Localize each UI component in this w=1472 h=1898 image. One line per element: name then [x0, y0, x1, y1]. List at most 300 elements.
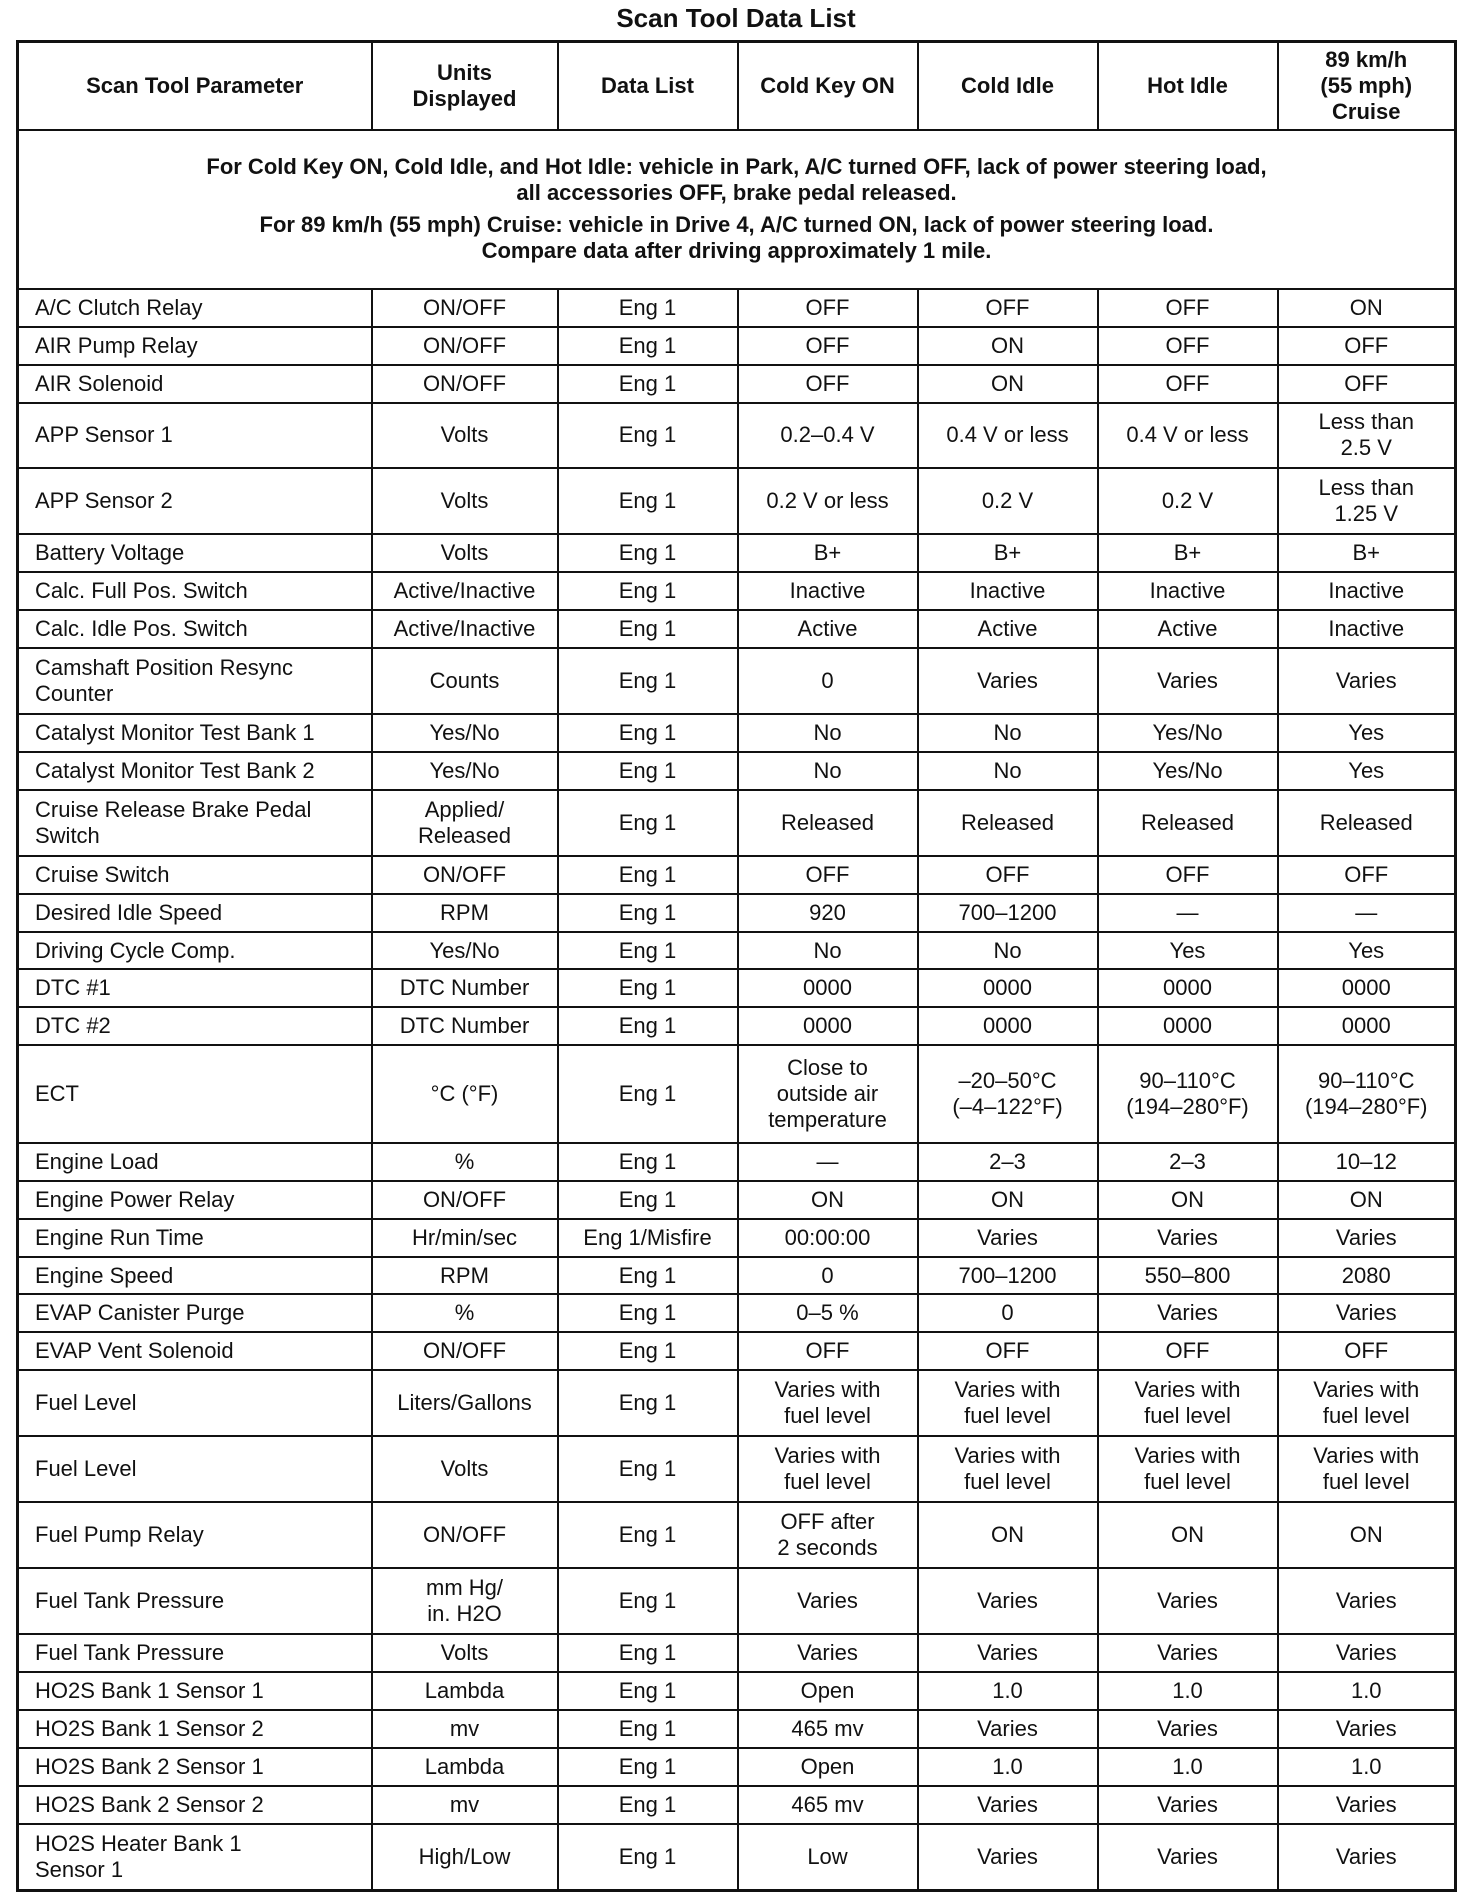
cell-text: Less than [1318, 475, 1414, 501]
cell-units [372, 1143, 558, 1181]
cell-text: Varies with [1134, 1377, 1241, 1403]
cell-units [372, 1219, 558, 1257]
cell-text: Calc. Idle Pos. Switch [35, 616, 248, 642]
cell-cold-key-on [738, 790, 918, 856]
cell-text: Cruise Release Brake Pedal [35, 796, 312, 822]
cell-text: 1.0 [1350, 1677, 1382, 1703]
table-row [18, 1181, 1456, 1219]
cell-text: Yes/No [1152, 757, 1223, 783]
cell-units [372, 648, 558, 714]
cell-text: Eng 1 [618, 422, 677, 448]
cell-text: HO2S Bank 2 Sensor 1 [35, 1753, 264, 1779]
cell-cold-key-on [738, 1786, 918, 1824]
table-row [18, 752, 1456, 790]
cell-cold-idle [918, 1294, 1098, 1332]
cell-cold-idle [918, 1370, 1098, 1436]
cell-text: Inactive [789, 578, 866, 604]
cell-text: Inactive [1328, 578, 1405, 604]
cell-cold-key-on [738, 1748, 918, 1786]
cell-text: HO2S Bank 2 Sensor 2 [35, 1791, 264, 1817]
cell-units [372, 1257, 558, 1295]
cell-cold-key-on [738, 894, 918, 932]
cell-text: Varies [977, 1588, 1038, 1614]
cell-parameter [18, 289, 372, 327]
cell-text: 700–1200 [958, 899, 1057, 925]
cell-text: ON/OFF [422, 861, 507, 887]
cell-cruise [1278, 790, 1456, 856]
cell-text: OFF [985, 861, 1030, 887]
cell-cold-key-on [738, 534, 918, 572]
cell-text: OFF [805, 1338, 850, 1364]
table-row [18, 1748, 1456, 1786]
cell-cold-key-on [738, 1007, 918, 1045]
cell-text: outside air [776, 1081, 879, 1107]
cell-text: OFF [1344, 370, 1389, 396]
table-row [18, 1568, 1456, 1634]
cell-hot-idle [1098, 1143, 1278, 1181]
cell-text: Varies [1157, 1300, 1218, 1326]
cell-data-list [558, 468, 738, 534]
cell-text: Switch [35, 822, 100, 848]
table-row [18, 534, 1456, 572]
cell-cold-idle [918, 610, 1098, 648]
cell-text: Varies [1157, 1640, 1218, 1666]
cell-parameter [18, 932, 372, 970]
cell-text: Catalyst Monitor Test Bank 2 [35, 757, 315, 783]
cell-units [372, 1710, 558, 1748]
cell-text: Eng 1 [618, 1677, 677, 1703]
cell-text: OFF [805, 370, 850, 396]
cell-text: 1.0 [992, 1677, 1023, 1703]
condition-line: For Cold Key ON, Cold Idle, and Hot Idle: vehicle in Park, A/C turned OFF, lack of power steering load, [206, 154, 1267, 180]
cell-cruise [1278, 1143, 1456, 1181]
cell-data-list [558, 1143, 738, 1181]
cell-cruise [1278, 1257, 1456, 1295]
cell-units [372, 1370, 558, 1436]
cell-text: fuel level [964, 1403, 1051, 1429]
cell-text: Liters/Gallons [397, 1390, 532, 1416]
cell-cold-key-on [738, 1502, 918, 1568]
cell-text: 465 mv [791, 1715, 864, 1741]
cell-text: 0000 [1163, 975, 1212, 1001]
cell-parameter [18, 969, 372, 1007]
cell-units [372, 969, 558, 1007]
cell-cold-idle [918, 1045, 1098, 1143]
cell-data-list [558, 1181, 738, 1219]
cell-text: 0.2 V [981, 488, 1034, 514]
cell-cruise [1278, 1568, 1456, 1634]
cell-parameter [18, 327, 372, 365]
cell-text: Lambda [424, 1677, 505, 1703]
cell-text: fuel level [964, 1469, 1051, 1495]
table-row [18, 327, 1456, 365]
cell-text: ON [991, 332, 1024, 358]
cell-text: Volts [440, 488, 489, 514]
cell-data-list [558, 1502, 738, 1568]
cell-text: Eng 1 [618, 1148, 677, 1174]
cell-text: 0.2 V or less [766, 488, 889, 514]
cell-text: RPM [440, 899, 489, 925]
cell-units [372, 1007, 558, 1045]
cell-units [372, 790, 558, 856]
cell-cold-idle [918, 969, 1098, 1007]
column-header-units [372, 42, 558, 131]
cell-text: ON [991, 370, 1024, 396]
cell-text: Eng 1 [618, 1791, 677, 1817]
document-title: Scan Tool Data List [616, 3, 856, 33]
cell-text: Eng 1 [618, 332, 677, 358]
cell-text: Eng 1/Misfire [583, 1224, 712, 1250]
cell-text: Eng 1 [618, 861, 677, 887]
cell-text: OFF [1165, 332, 1210, 358]
table-row [18, 1672, 1456, 1710]
cell-cold-idle [918, 932, 1098, 970]
cell-text: No [813, 757, 842, 783]
cell-cruise [1278, 1045, 1456, 1143]
cell-text: 00:00:00 [784, 1224, 871, 1250]
cell-text: 90–110°C [1139, 1068, 1236, 1094]
cell-cruise [1278, 752, 1456, 790]
cell-data-list [558, 932, 738, 970]
cell-data-list [558, 969, 738, 1007]
cell-parameter [18, 1294, 372, 1332]
cell-cold-idle [918, 572, 1098, 610]
cell-hot-idle [1098, 790, 1278, 856]
cell-text: ON [991, 1522, 1024, 1548]
table-row [18, 1007, 1456, 1045]
cell-units [372, 1568, 558, 1634]
cell-cold-key-on [738, 289, 918, 327]
cell-hot-idle [1098, 1568, 1278, 1634]
cell-cold-key-on [738, 856, 918, 894]
cell-text: OFF [1165, 294, 1210, 320]
cell-hot-idle [1098, 327, 1278, 365]
cell-text: Eng 1 [618, 616, 677, 642]
cell-text: OFF [985, 294, 1030, 320]
cell-cruise [1278, 1748, 1456, 1786]
table-row [18, 1257, 1456, 1295]
conditions-note [18, 130, 1456, 289]
cell-text: Varies [1335, 1224, 1397, 1250]
cell-cold-key-on [738, 468, 918, 534]
cell-text: No [993, 720, 1022, 746]
cell-text: Varies [1157, 1588, 1218, 1614]
cell-cold-key-on [738, 1332, 918, 1370]
cell-text: Released [781, 809, 874, 835]
cell-text: ON/OFF [422, 1522, 507, 1548]
cell-text: Yes [1348, 757, 1385, 783]
cell-text: DTC Number [399, 975, 530, 1001]
cell-text: Varies with [954, 1443, 1061, 1469]
cell-text: Less than [1318, 409, 1414, 435]
cell-text: Catalyst Monitor Test Bank 1 [35, 720, 315, 746]
cell-units [372, 714, 558, 752]
cell-parameter [18, 1568, 372, 1634]
cell-text: AIR Pump Relay [35, 332, 198, 358]
cell-text: Inactive [969, 578, 1046, 604]
cell-text: OFF [1344, 861, 1389, 887]
table-row [18, 1786, 1456, 1824]
cell-text: Volts [440, 1640, 489, 1666]
cell-units [372, 365, 558, 403]
cell-cold-key-on [738, 1436, 918, 1502]
cell-text: Eng 1 [618, 488, 677, 514]
cell-text: °C (°F) [430, 1081, 499, 1107]
column-header-cold-key-on [738, 42, 918, 131]
cell-text: ON [1171, 1186, 1204, 1212]
cell-text: Eng 1 [618, 540, 677, 566]
cell-text: Varies [797, 1640, 858, 1666]
cell-text: temperature [768, 1107, 887, 1133]
cell-text: Lambda [424, 1753, 505, 1779]
cell-cold-key-on [738, 1294, 918, 1332]
cell-hot-idle [1098, 1672, 1278, 1710]
cell-parameter [18, 468, 372, 534]
cell-units [372, 1824, 558, 1891]
cell-parameter [18, 752, 372, 790]
cell-text: (194–280°F) [1304, 1094, 1428, 1120]
cell-text: OFF [1344, 332, 1389, 358]
cell-parameter [18, 534, 372, 572]
cell-text: Eng 1 [618, 1843, 677, 1869]
cell-text: 465 mv [791, 1791, 864, 1817]
cell-text: 0.2 V [1161, 488, 1214, 514]
table-row [18, 894, 1456, 932]
cell-data-list [558, 1294, 738, 1332]
cell-cruise [1278, 1007, 1456, 1045]
cell-text: Varies [1335, 1791, 1397, 1817]
table-row [18, 468, 1456, 534]
cell-text: Eng 1 [618, 668, 677, 694]
cell-hot-idle [1098, 969, 1278, 1007]
cell-parameter [18, 610, 372, 648]
cell-text: Yes [1169, 937, 1206, 963]
cell-data-list [558, 1748, 738, 1786]
header-text: Displayed [412, 86, 517, 111]
cell-hot-idle [1098, 1748, 1278, 1786]
cell-text: Released [1141, 809, 1234, 835]
cell-cruise [1278, 403, 1456, 469]
cell-text: Eng 1 [618, 1753, 677, 1779]
cell-text: Varies with [1313, 1443, 1420, 1469]
cell-text: Varies [977, 1843, 1038, 1869]
cell-text: Varies [1157, 1843, 1218, 1869]
cell-units [372, 856, 558, 894]
cell-text: — [1176, 899, 1199, 925]
cell-text: DTC #1 [35, 975, 111, 1001]
cell-text: ON [811, 1186, 844, 1212]
cell-text: Varies [1335, 1300, 1397, 1326]
cell-text: HO2S Heater Bank 1 [35, 1830, 242, 1856]
cell-parameter [18, 1710, 372, 1748]
cell-cruise [1278, 1219, 1456, 1257]
cell-cold-idle [918, 856, 1098, 894]
cell-cruise [1278, 1332, 1456, 1370]
cell-cold-idle [918, 1502, 1098, 1568]
cell-text: OFF [805, 332, 850, 358]
cell-text: APP Sensor 1 [35, 422, 173, 448]
cell-cruise [1278, 289, 1456, 327]
cell-text: Yes/No [1152, 720, 1223, 746]
cell-text: Engine Speed [35, 1262, 174, 1288]
cell-cold-idle [918, 1672, 1098, 1710]
cell-data-list [558, 1824, 738, 1891]
cell-text: % [454, 1148, 475, 1174]
table-row [18, 714, 1456, 752]
cell-hot-idle [1098, 752, 1278, 790]
cell-text: Engine Run Time [35, 1224, 204, 1250]
cell-units [372, 1045, 558, 1143]
cell-text: Yes [1348, 720, 1385, 746]
cell-cold-idle [918, 327, 1098, 365]
cell-text: Eng 1 [618, 809, 677, 835]
cell-text: 1.0 [1350, 1753, 1382, 1779]
cell-text: Varies [797, 1588, 858, 1614]
cell-cruise [1278, 714, 1456, 752]
cell-cold-idle [918, 1332, 1098, 1370]
cell-text: Eng 1 [618, 1262, 677, 1288]
cell-text: 2080 [1341, 1262, 1391, 1288]
cell-hot-idle [1098, 534, 1278, 572]
cell-cold-key-on [738, 752, 918, 790]
cell-cold-idle [918, 1181, 1098, 1219]
cell-cold-idle [918, 1568, 1098, 1634]
cell-text: Varies with [1313, 1377, 1420, 1403]
conditions-row [18, 130, 1456, 289]
cell-text: A/C Clutch Relay [35, 294, 203, 320]
cell-cold-idle [918, 1710, 1098, 1748]
cell-text: 1.0 [1172, 1753, 1203, 1779]
cell-hot-idle [1098, 403, 1278, 469]
cell-text: 1.25 V [1334, 501, 1399, 527]
cell-text: HO2S Bank 1 Sensor 1 [35, 1677, 264, 1703]
cell-text: Varies [1157, 1224, 1218, 1250]
cell-parameter [18, 648, 372, 714]
cell-data-list [558, 1634, 738, 1672]
cell-text: Varies with [774, 1377, 881, 1403]
cell-text: fuel level [1322, 1469, 1410, 1495]
cell-text: 0 [1001, 1300, 1014, 1326]
cell-text: 90–110°C [1318, 1068, 1415, 1094]
column-header-data-list [558, 42, 738, 131]
cell-hot-idle [1098, 572, 1278, 610]
cell-text: ON/OFF [422, 294, 507, 320]
cell-text: Camshaft Position Resync [35, 655, 293, 681]
cell-text: EVAP Canister Purge [35, 1300, 245, 1326]
cell-text: Eng 1 [618, 1588, 677, 1614]
cell-text: Active/Inactive [393, 578, 536, 604]
cell-text: Low [807, 1843, 848, 1869]
cell-text: OFF [805, 861, 850, 887]
cell-hot-idle [1098, 648, 1278, 714]
cell-parameter [18, 1786, 372, 1824]
cell-cold-idle [918, 648, 1098, 714]
cell-text: 0000 [983, 1013, 1032, 1039]
cell-data-list [558, 790, 738, 856]
cell-cruise [1278, 1634, 1456, 1672]
cell-data-list [558, 752, 738, 790]
condition-line: all accessories OFF, brake pedal released. [516, 180, 957, 206]
cell-cruise [1278, 1436, 1456, 1502]
table-row [18, 365, 1456, 403]
cell-text: fuel level [784, 1403, 871, 1429]
cell-cold-idle [918, 289, 1098, 327]
cell-cruise [1278, 365, 1456, 403]
cell-parameter [18, 403, 372, 469]
cell-hot-idle [1098, 289, 1278, 327]
cell-text: Varies [977, 1640, 1038, 1666]
cell-text: ON [1349, 294, 1383, 320]
table-row [18, 1436, 1456, 1502]
cell-text: Varies [1157, 1715, 1218, 1741]
cell-text: No [993, 937, 1022, 963]
header-text: Cruise [1332, 99, 1401, 124]
cell-cold-key-on [738, 1257, 918, 1295]
cell-cold-idle [918, 534, 1098, 572]
cell-units [372, 1502, 558, 1568]
header-text: Scan Tool Parameter [86, 73, 304, 98]
cell-hot-idle [1098, 1332, 1278, 1370]
cell-text: fuel level [1322, 1403, 1410, 1429]
cell-cold-key-on [738, 1219, 918, 1257]
cell-text: Volts [440, 422, 489, 448]
cell-cold-idle [918, 1786, 1098, 1824]
cell-cold-key-on [738, 572, 918, 610]
cell-data-list [558, 1436, 738, 1502]
column-header-parameter [18, 42, 372, 131]
cell-text: 0000 [803, 1013, 852, 1039]
cell-parameter [18, 1634, 372, 1672]
cell-text: ON [1349, 1186, 1383, 1212]
cell-units [372, 327, 558, 365]
cell-text: OFF [805, 294, 850, 320]
cell-text: ON [1171, 1522, 1204, 1548]
cell-text: OFF [1165, 1338, 1210, 1364]
cell-cruise [1278, 1672, 1456, 1710]
cell-hot-idle [1098, 1370, 1278, 1436]
cell-cold-idle [918, 1824, 1098, 1891]
table-row [18, 289, 1456, 327]
cell-text: Varies [977, 1224, 1038, 1250]
cell-parameter [18, 1824, 372, 1891]
table-row [18, 1143, 1456, 1181]
cell-text: (194–280°F) [1126, 1094, 1249, 1120]
table-row [18, 1332, 1456, 1370]
cell-text: 0000 [1341, 975, 1391, 1001]
cell-text: APP Sensor 2 [35, 488, 173, 514]
cell-hot-idle [1098, 1045, 1278, 1143]
cell-text: Desired Idle Speed [35, 899, 223, 925]
cell-data-list [558, 856, 738, 894]
cell-text: Open [800, 1753, 855, 1779]
cell-text: Eng 1 [618, 757, 677, 783]
cell-data-list [558, 572, 738, 610]
cell-text: Released [1319, 809, 1413, 835]
cell-units [372, 1634, 558, 1672]
cell-text: –20–50°C [958, 1068, 1057, 1094]
cell-hot-idle [1098, 894, 1278, 932]
cell-cruise [1278, 1710, 1456, 1748]
cell-text: (–4–122°F) [952, 1094, 1063, 1120]
cell-data-list [558, 365, 738, 403]
cell-cruise [1278, 969, 1456, 1007]
table-row [18, 1219, 1456, 1257]
cell-text: Eng 1 [618, 1522, 677, 1548]
cell-text: fuel level [1144, 1403, 1231, 1429]
cell-parameter [18, 572, 372, 610]
cell-text: 0000 [803, 975, 852, 1001]
cell-data-list [558, 1672, 738, 1710]
